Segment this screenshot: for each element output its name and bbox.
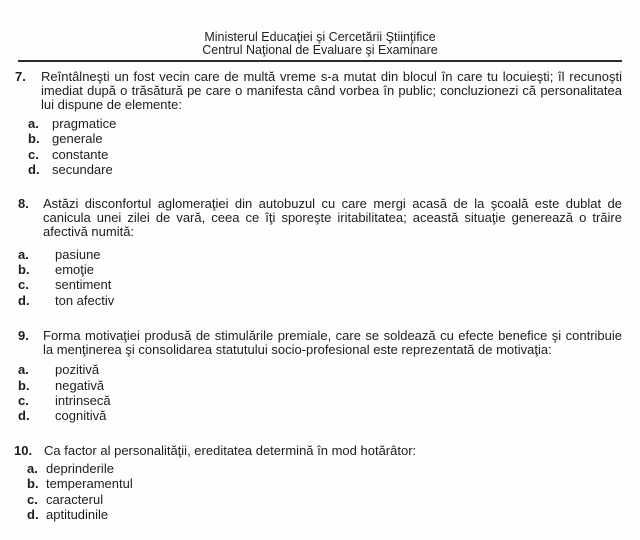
answer-option (18, 408, 622, 423)
option-text: ton afectiv (55, 292, 115, 308)
option-text: pozitivă (55, 362, 100, 378)
answer-option (27, 507, 622, 522)
option-text: pasiune (55, 246, 101, 262)
option-letter: d. (18, 292, 30, 308)
question-10-statement (14, 444, 622, 458)
answer-option (28, 147, 622, 162)
answer-option (27, 461, 622, 476)
answer-option (18, 262, 622, 277)
answer-option (27, 476, 622, 491)
question-7 (15, 70, 622, 178)
answer-option (18, 247, 622, 262)
option-letter: a. (18, 246, 29, 262)
option-letter: b. (18, 377, 30, 393)
option-text: cognitivă (55, 408, 107, 424)
option-letter: a. (28, 116, 39, 131)
option-letter: a. (18, 362, 29, 378)
ministry-name: Ministerul Educaţiei şi Cercetării Ştiinţifice (204, 30, 436, 44)
answer-option (18, 393, 622, 408)
option-letter: d. (18, 408, 30, 424)
question-10-options (14, 461, 622, 523)
center-name: Centrul Naţional de Evaluare şi Examinare (202, 43, 438, 57)
answer-option (28, 162, 622, 177)
question-8-statement (18, 197, 622, 239)
option-letter: b. (27, 476, 39, 492)
option-letter: c. (18, 277, 29, 293)
answer-option (18, 277, 622, 292)
option-letter: c. (18, 393, 29, 409)
question-8 (18, 197, 622, 309)
header-divider (18, 60, 622, 62)
option-text: secundare (52, 162, 113, 178)
option-text: emoţie (55, 262, 95, 278)
answer-option (18, 362, 622, 377)
question-9-options (18, 362, 622, 424)
option-text: temperamentul (46, 476, 133, 492)
question-text: Ca factor al personalităţii, ereditatea determină în mod hotărâtor: (44, 442, 417, 458)
question-10 (14, 444, 622, 523)
option-letter: c. (27, 491, 38, 507)
option-letter: c. (28, 146, 39, 162)
option-text: caracterul (46, 491, 104, 507)
option-letter: b. (28, 131, 40, 147)
answer-option (27, 492, 622, 507)
question-number: 9. (18, 328, 29, 344)
answer-option (18, 293, 622, 308)
question-text: Reîntâlneşti un fost vecin care de multă vreme s-a mutat din blocul în care tu locuieşti; îl recunoşti imediat după o trăsătură pe care o manifesta când vorbea în public; concluzionezi că personalitatea lui dispune de elemente: (41, 69, 622, 112)
answer-option (18, 378, 622, 393)
ministry-header (0, 0, 640, 57)
option-text: negativă (55, 377, 105, 393)
question-9-statement (18, 329, 622, 357)
question-number: 7. (15, 69, 26, 84)
option-text: deprinderile (46, 460, 114, 476)
option-text: generale (52, 131, 103, 147)
option-text: intrinsecă (55, 393, 111, 409)
option-letter: a. (27, 460, 38, 476)
question-number: 8. (18, 195, 29, 211)
question-text: Forma motivaţiei produsă de stimulările premiale, care se soldează cu efecte benefice şi contribuie la menţinerea şi consolidarea statutului socio-profesional este reprezentată de motivaţia: (43, 328, 622, 358)
answer-option (28, 131, 622, 146)
question-7-statement (15, 70, 622, 112)
option-text: pragmatice (52, 116, 117, 131)
question-number: 10. (14, 442, 33, 458)
answer-option (28, 116, 622, 131)
option-text: aptitudinile (46, 507, 109, 523)
option-text: sentiment (55, 277, 112, 293)
question-9 (18, 329, 622, 424)
option-letter: b. (18, 262, 30, 278)
question-7-options (15, 116, 622, 178)
question-8-options (18, 247, 622, 309)
option-letter: d. (27, 507, 39, 523)
question-text: Astăzi disconfortul aglomeraţiei din autobuzul cu care mergi acasă de la şcoală este dublat de canicula unei zilei de vară, ceea ce îţi sporeşte iritabilitatea; această situaţie generează o trăire afectivă numită: (43, 195, 622, 239)
option-letter: d. (28, 162, 40, 178)
option-text: constante (52, 146, 109, 162)
